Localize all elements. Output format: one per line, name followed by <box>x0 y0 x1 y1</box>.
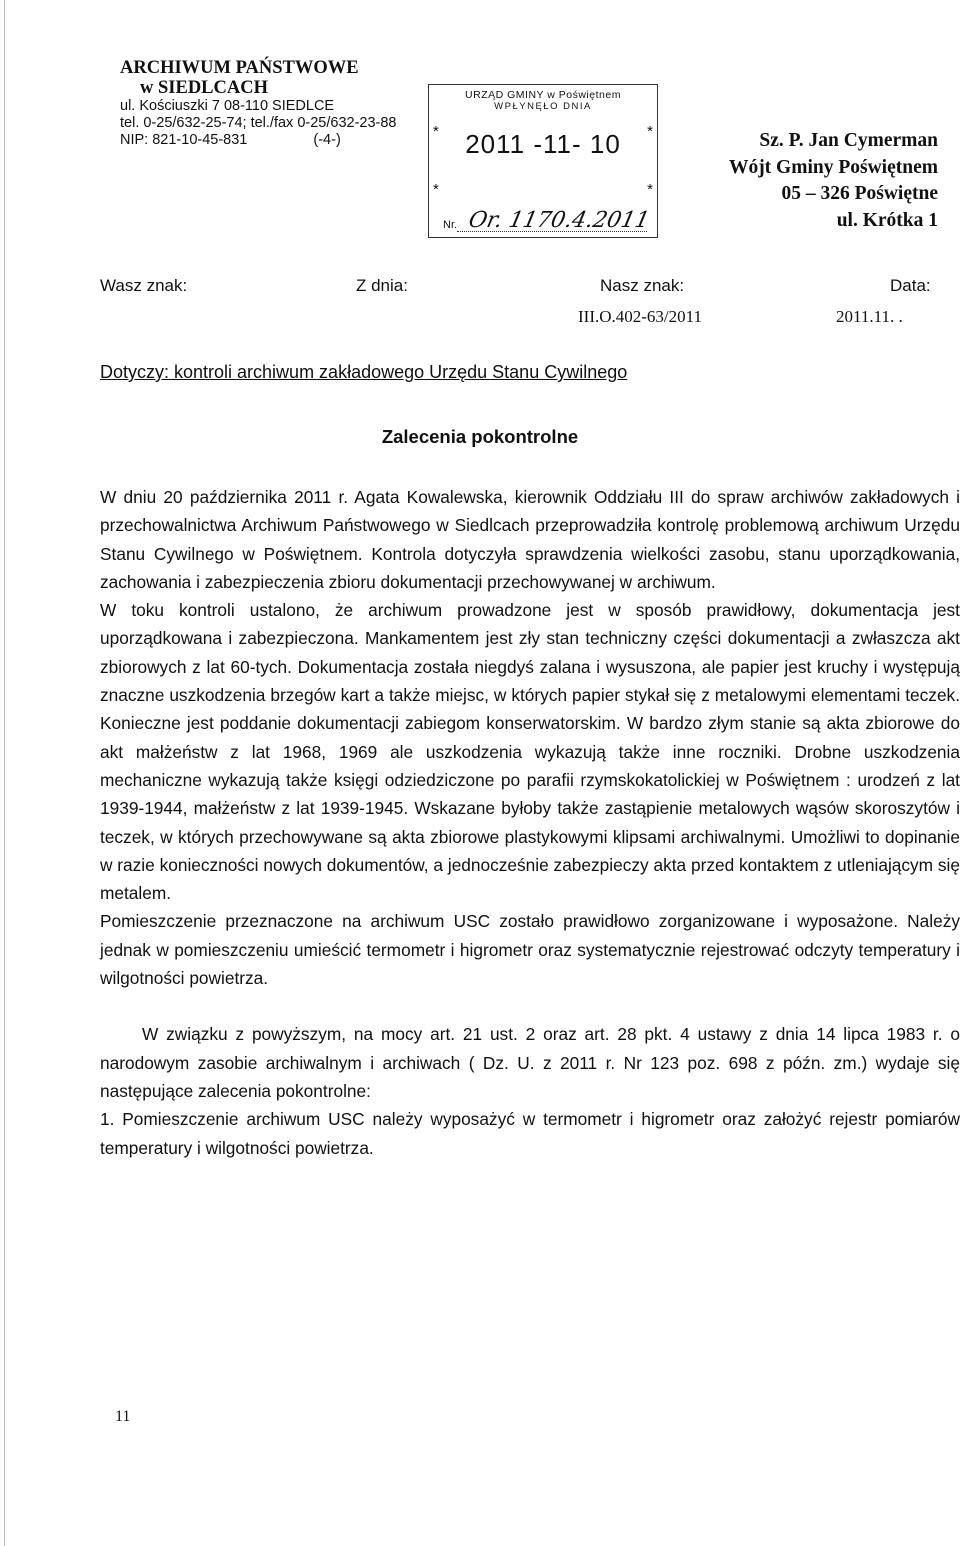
sender-address: ul. Kościuszki 7 08-110 SIEDLCE <box>120 98 335 114</box>
document-body <box>100 483 960 1162</box>
stamp-star-icon: * <box>647 123 653 140</box>
stamp-star-icon: * <box>647 181 653 198</box>
recipient-street: ul. Krótka 1 <box>836 209 938 231</box>
subject-line: Dotyczy: kontroli archiwum zakładowego Urzędu Stanu Cywilnego <box>100 362 628 382</box>
sender-nip-suffix: (-4-) <box>313 132 341 148</box>
recipient-block <box>729 128 938 234</box>
stamp-handwritten-number: Or. 1170.4.2011 <box>466 208 652 233</box>
stamp-star-icon: * <box>433 123 439 140</box>
z-dnia-label: Z dnia: <box>356 276 408 295</box>
stamp-date: 2011 -11- 10 <box>465 129 621 159</box>
page-number: 11 <box>115 1408 131 1425</box>
data-label: Data: <box>890 276 931 295</box>
stamp-received-label: WPŁYNĘŁO DNIA <box>494 101 592 112</box>
received-stamp <box>428 84 658 238</box>
data-value: 2011.11. . <box>836 307 903 326</box>
sender-phone: tel. 0-25/632-25-74; tel./fax 0-25/632-23-88 <box>120 115 397 131</box>
sender-block <box>120 58 396 149</box>
paragraph-legal-basis: W związku z powyższym, na mocy art. 21 ust. 2 oraz art. 28 pkt. 4 ustawy z dnia 14 lipca 1983 r. o narodowym zasobie archiwalnym i archiwach ( Dz. U. z 2011 r. Nr 123 poz. 698 z późn. zm.) wydaje się następujące zalecenia pokontrolne: <box>100 1024 960 1101</box>
sender-nip-value: NIP: 821-10-45-831 <box>120 132 248 148</box>
paragraph-inspection: W dniu 20 października 2011 r. Agata Kowalewska, kierownik Oddziału III do spraw archiwów zakładowych i przechowalnictwa Archiwum Państwowego w Siedlcach przeprowadziła kontrolę problemową archiwum Urzędu Stanu Cywilnego w Poświętnem. Kontrola dotyczyła sprawdzenia wielkości zasobu, stanu uporządkowania, zachowania i zabezpieczenia zbioru dokumentacji przechowywanej w archiwum. <box>100 487 960 592</box>
sender-city: w SIEDLCACH <box>140 78 268 98</box>
wasz-znak-label: Wasz znak: <box>100 276 188 295</box>
recipient-name: Sz. P. Jan Cymerman <box>759 130 938 151</box>
recipient-title: Wójt Gminy Poświętnem <box>728 156 938 178</box>
stamp-star-icon: * <box>433 181 439 198</box>
document-heading: Zalecenia pokontrolne <box>381 426 579 447</box>
nasz-znak-label: Nasz znak: <box>600 276 685 295</box>
stamp-nr-label: Nr. <box>443 219 458 231</box>
sender-name: ARCHIWUM PAŃSTWOWE <box>120 58 359 78</box>
nasz-znak-value: III.O.402-63/2011 <box>578 307 703 326</box>
stamp-office: URZĄD GMINY w Poświętnem <box>465 89 621 101</box>
sender-nip <box>120 132 396 149</box>
paragraph-findings: W toku kontroli ustalono, że archiwum prowadzone jest w sposób prawidłowy, dokumentacja jest uporządkowana i zabezpieczona. Mankamentem jest zły stan techniczny części dokumentacji a zwłaszcza akt zbiorowych z lat 60-tych. Dokumentacja została niegdyś zalana i wysuszona, ale papier jest kruchy i występują znaczne uszkodzenia brzegów kart a także miejsc, w których papier stykał się z metalowymi elementami teczek. Konieczne jest poddanie dokumentacji zabiegom konserwatorskim. W bardzo złym stanie są akta zbiorowe do akt małżeństw z lat 1968, 1969 ale uszkodzenia wykazują także inne roczniki. Drobne uszkodzenia mechaniczne wykazują także księgi odziedziczone po parafii rzymskokatolickiej w Poświętnem : urodzeń z lat 1939-1944, małżeństw z lat 1939-1945. Wskazane byłoby także zastąpienie metalowych wąsów skoroszytów i teczek, w których przechowywane są akta zbiorowe plastykowymi klipsami archiwalnymi. Umożliwi to dopinanie w razie konieczności nowych dokumentów, a jednocześnie zabezpieczy akta przed kontaktem z utleniającym się metalem. <box>100 600 960 904</box>
paragraph-recommendation-1: 1. Pomieszczenie archiwum USC należy wyposażyć w termometr i higrometr oraz założyć rejestr pomiarów temperatury i wilgotności powietrza. <box>100 1109 960 1158</box>
scan-edge-line <box>4 0 5 1546</box>
paragraph-room: Pomieszczenie przeznaczone na archiwum USC zostało prawidłowo zorganizowane i wyposażone. Należy jednak w pomieszczeniu umieścić termometr i higrometr oraz systematycznie rejestrować odczyty temperatury i wilgotności powietrza. <box>100 911 960 989</box>
recipient-postcode: 05 – 326 Poświętne <box>781 183 938 204</box>
